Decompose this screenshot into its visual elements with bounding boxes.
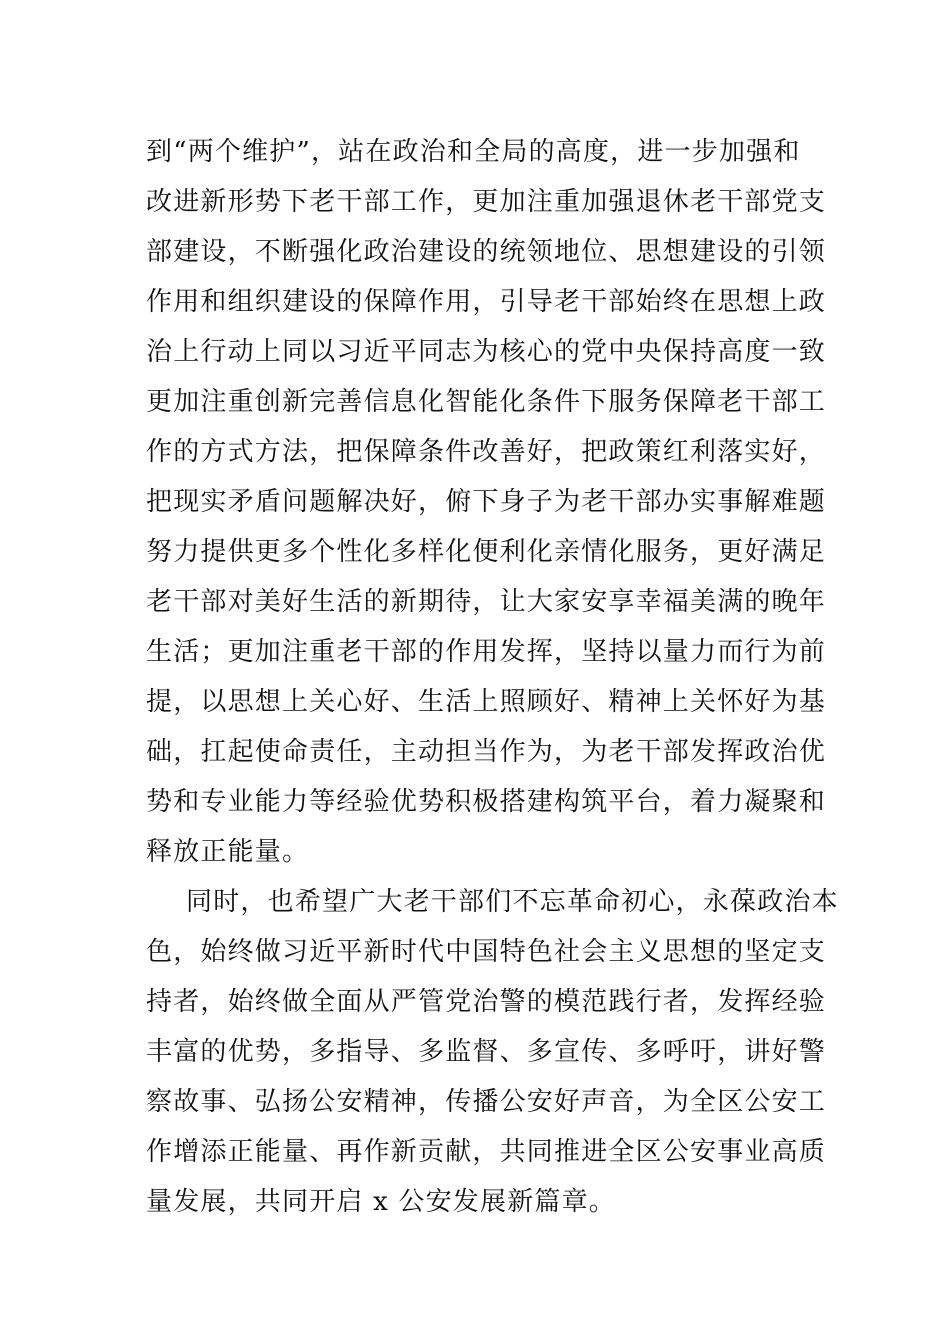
text-line: 础，扛起使命责任，主动担当作为，为老干部发挥政治优 [146,737,827,767]
text-line: 释放正能量。 [146,837,310,867]
text-line: 作增添正能量、再作新贡献，共同推进全区公安事业高质 [146,1137,827,1167]
text-line: 努力提供更多个性化多样化便利化亲情化服务，更好满足 [146,537,827,567]
text-line: 丰富的优势，多指导、多监督、多宣传、多呼吁，讲好警 [146,1037,827,1067]
text-line: 察故事、弘扬公安精神，传播公安好声音，为全区公安工 [146,1087,827,1117]
text-line: 量发展，共同开启 x 公安发展新篇章。 [146,1187,616,1217]
text-line: 提，以思想上关心好、生活上照顾好、精神上关怀好为基 [146,687,827,717]
text-line: 势和专业能力等经验优势积极搭建构筑平台，着力凝聚和 [146,787,827,817]
paragraph-first-line: 同时，也希望广大老干部们不忘革命初心，永葆政治本 [186,887,839,917]
text-line: 色，始终做习近平新时代中国特色社会主义思想的坚定支 [146,937,827,967]
text-line: 部建设，不断强化政治建设的统领地位、思想建设的引领 [146,237,827,267]
text-line: 作用和组织建设的保障作用，引导老干部始终在思想上政 [146,287,827,317]
text-line: 把现实矛盾问题解决好，俯下身子为老干部办实事解难题 [146,487,827,517]
text-line: 改进新形势下老干部工作，更加注重加强退休老干部党支 [146,187,827,217]
text-line: 持者，始终做全面从严管党治警的模范践行者，发挥经验 [146,987,827,1017]
text-line: 老干部对美好生活的新期待，让大家安享幸福美满的晚年 [146,587,827,617]
text-line: 作的方式方法，把保障条件改善好，把政策红利落实好， [146,437,827,467]
text-line: 生活；更加注重老干部的作用发挥，坚持以量力而行为前 [146,637,827,667]
text-line: 更加注重创新完善信息化智能化条件下服务保障老干部工 [146,387,827,417]
text-line: 治上行动上同以习近平同志为核心的党中央保持高度一致 [146,337,827,367]
text-line: 到“两个维护”，站在政治和全局的高度，进一步加强和 [146,137,801,167]
